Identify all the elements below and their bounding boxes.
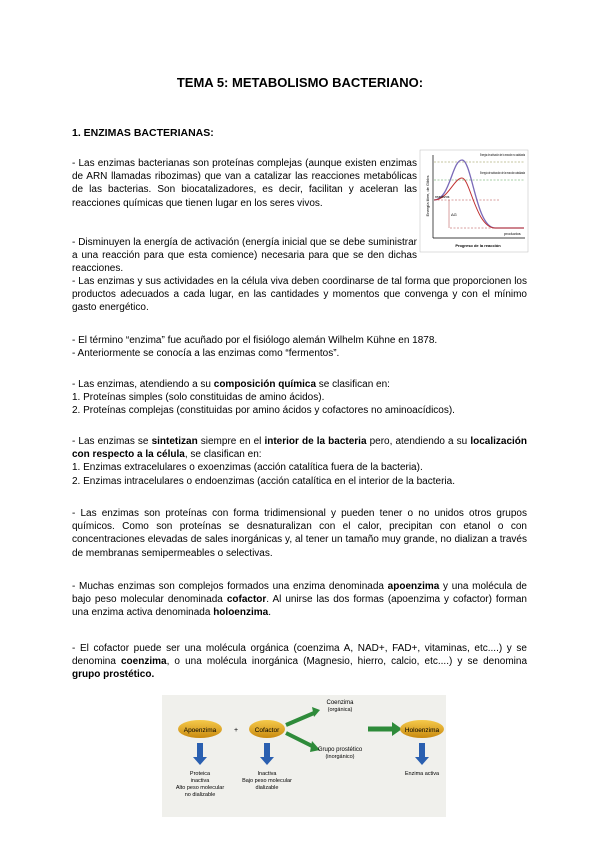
prosthetic-group-sub-label: (inorgánico) <box>325 754 355 760</box>
apoenzyme-down-arrowhead <box>193 757 207 765</box>
list-item: 1. Proteínas simples (solo constituidas de amino ácidos). <box>72 392 325 404</box>
coenzyme-arrow <box>286 713 314 725</box>
text-run: pero, atendiendo a su <box>366 436 471 447</box>
paragraph-cofactor <box>72 642 527 682</box>
apoenzyme-desc: Alto peso molecular <box>175 785 225 791</box>
apoenzyme-down-arrow <box>197 743 203 757</box>
activation-energy-figure <box>420 150 528 252</box>
paragraph-desnaturalizacion: - Las enzimas son proteínas con forma tridimensional y pueden tener o no unidos otros grupos químicos. Como son proteínas se desnaturalizan con el calor, precipitan con etanol o con concentraciones elevadas de sales inorgánicas y, al tener un tamaño muy grande, no dializan a través de membranas semipermeables o selectivas. <box>72 508 527 559</box>
text-run: . <box>268 607 271 619</box>
paragraph-composicion <box>72 378 527 418</box>
text-line: - El término “enzima” fue acuñado por el fisiólogo alemán Wilhelm Kühne en 1878. <box>72 335 438 346</box>
uncatalyzed-label: Energía de activación de la reacción no catalizada <box>480 153 526 157</box>
text-run: siempre en el <box>197 436 265 447</box>
cofactor-label: Cofactor <box>254 727 280 734</box>
coenzyme-sub-label: (orgánica) <box>327 707 353 713</box>
prosthetic-group-label: Grupo prostético <box>317 747 363 753</box>
text-line <box>72 378 527 391</box>
text-run: , se clasifican en: <box>184 449 262 461</box>
products-label: productos <box>504 232 521 236</box>
apoenzyme-label: Apoenzima <box>183 727 217 734</box>
holoenzyme-down-arrowhead <box>415 757 429 765</box>
text-run: - Las enzimas se <box>72 436 152 447</box>
bold-term: coenzima <box>121 656 167 668</box>
text-run: - Las enzimas, atendiendo a su <box>72 379 214 390</box>
text-run: - Muchas enzimas son complejos formados una enzima denominada <box>72 581 388 592</box>
plus-sign: + <box>233 727 239 734</box>
paragraph-kuhne <box>72 334 527 360</box>
text-run: y una molécula de bajo peso molecular denominada <box>72 581 527 606</box>
bold-term: apoenzima <box>387 581 440 592</box>
delta-g-label: ΔG <box>451 212 457 217</box>
bold-term: holoenzima <box>213 607 269 619</box>
page-title: TEMA 5: METABOLISMO BACTERIANO: <box>176 75 424 90</box>
cofactor-desc: Inactiva <box>257 771 277 777</box>
cofactor-down-arrow <box>264 743 270 757</box>
paragraph-ribozimas: - Las enzimas bacterianas son proteínas complejas (aunque existen enzimas de ARN llamadas ribozimas) que van a catalizar las reacciones metabólicas de las bacterias. Son biocatalizadores, es decir, facilitan y aceleran las reacciones químicas que tienen lugar en los seres vivos. <box>72 158 417 209</box>
holoenzyme-figure <box>162 695 446 817</box>
section-heading: 1. ENZIMAS BACTERIANAS: <box>72 127 214 139</box>
paragraph-coordinacion: - Las enzimas y sus actividades en la célula viva deben coordinarse de tal forma que proporcionen los productos adecuados a cada lugar, en las cantidades y momentos que convenga y con el mínimo gasto energético. <box>72 276 527 314</box>
holoenzyme-down-arrow <box>419 743 425 757</box>
reactants-label: reactivos <box>435 195 450 199</box>
catalyzed-label: Energía de activación de la reacción catalizada <box>480 171 526 175</box>
holoenzyme-diagram <box>162 695 446 817</box>
list-item: 2. Proteínas complejas (constituidas por amino ácidos y cofactores no aminoacídicos). <box>72 405 455 417</box>
paragraph-energia-activacion: - Disminuyen la energía de activación (energía inicial que se debe suministrar a una reacción para que esta comience) necesaria para que se den dichas reacciones. <box>72 237 417 275</box>
text-line: - Anteriormente se conocía a las enzimas como “fermentos”. <box>72 348 340 360</box>
paragraph-apoenzima <box>72 580 527 620</box>
bold-term: composición química <box>213 379 317 390</box>
bold-term: interior de la bacteria <box>264 436 367 447</box>
activation-energy-diagram <box>420 150 528 252</box>
bold-term: sintetizan <box>151 436 198 447</box>
cofactor-desc: Bajo peso molecular <box>242 778 292 784</box>
bold-term: localización con respecto a la célula <box>72 436 527 461</box>
holoenzyme-desc: Enzima activa <box>404 771 440 777</box>
cofactor-desc: dializable <box>255 785 279 791</box>
bold-term: cofactor <box>226 594 267 606</box>
paragraph-localizacion <box>72 435 527 488</box>
y-axis-label: Energía libre, de Gibbs <box>425 175 430 217</box>
apoenzyme-desc: Proteica <box>189 771 211 777</box>
prosthetic-arrow <box>286 733 314 747</box>
apoenzyme-desc: no dializable <box>184 792 216 798</box>
bold-term: grupo prostético. <box>72 669 155 681</box>
text-run: , o una molécula inorgánica (Magnesio, hierro, calcio, etc....) y se denomina <box>166 656 528 668</box>
holoenzyme-label: Holoenzima <box>404 727 440 734</box>
text-run: . Al unirse las dos formas (apoenzima y cofactor) forman una enzima activa denominada <box>72 594 527 619</box>
list-item: 1. Enzimas extracelulares o exoenzimas (acción catalítica fuera de la bacteria). <box>72 462 423 474</box>
x-axis-label: Progreso de la reacción <box>455 243 501 248</box>
cofactor-down-arrowhead <box>260 757 274 765</box>
list-item: 2. Enzimas intracelulares o endoenzimas (acción catalítica en el interior de la bacteria. <box>72 475 455 487</box>
text-run: se clasifican en: <box>316 379 390 390</box>
coenzyme-label: Coenzima <box>326 700 354 706</box>
text-run: - El cofactor puede ser una molécula orgánica (coenzima A, NAD+, FAD+, vitaminas, etc....) y se denomina <box>72 643 527 668</box>
apoenzyme-desc: inactiva <box>190 778 210 784</box>
